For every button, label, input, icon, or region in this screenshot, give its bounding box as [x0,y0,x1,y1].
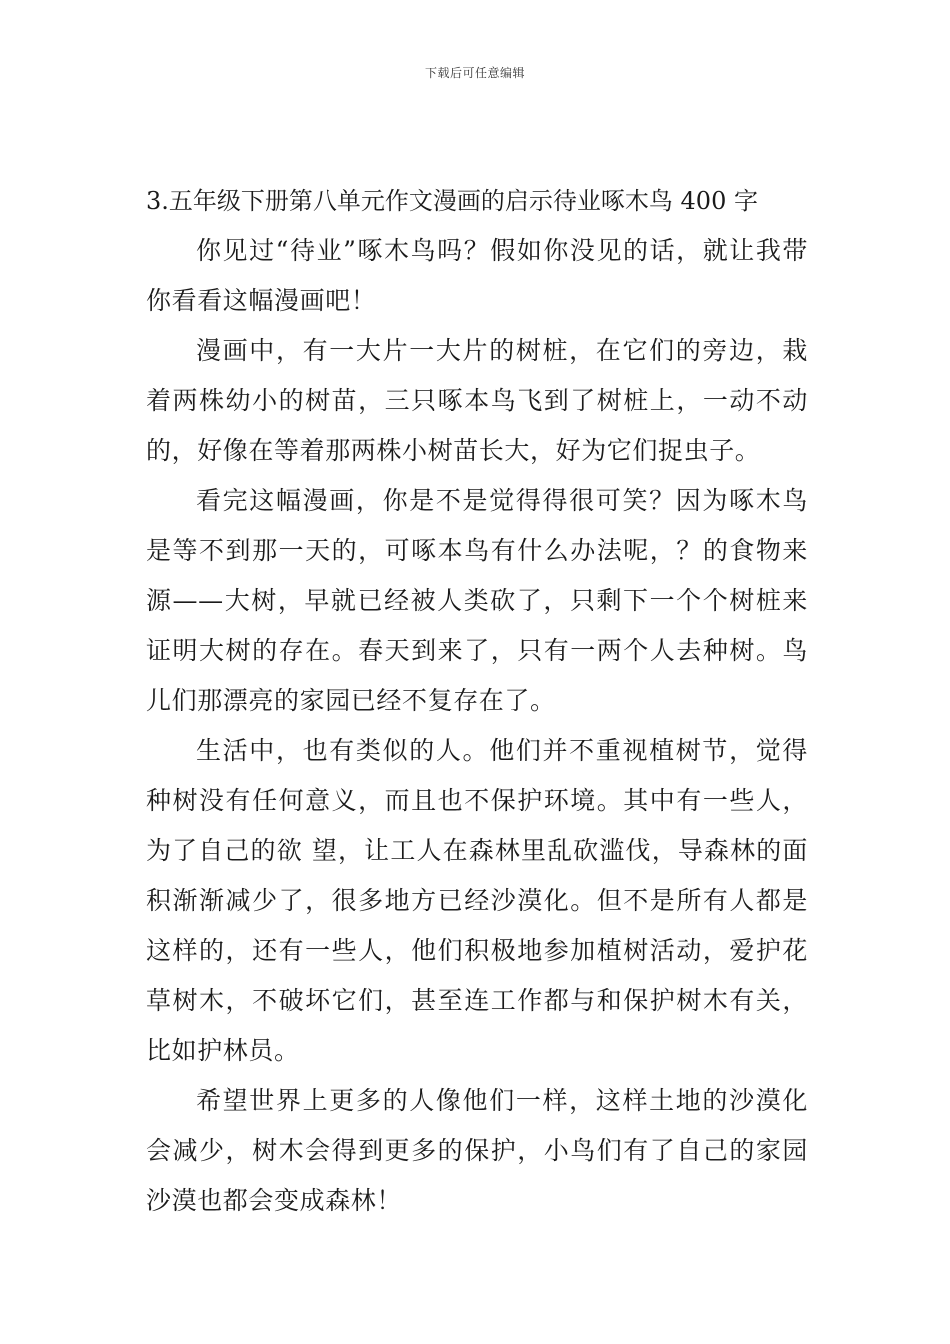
paragraph-2: 漫画中，有一大片一大片的树桩，在它们的旁边，栽着两株幼小的树苗，三只啄本鸟飞到了树桩上，一动不动的，好像在等着那两株小树苗长大，好为它们捉虫子。 [146,336,808,465]
article-title: 3.五年级下册第八单元作文漫画的启示待业啄木鸟 400 字 [146,187,758,215]
paragraph-1: 你见过“待业”啄木鸟吗？假如你没见的话，就让我带你看看这幅漫画吧！ [146,236,808,315]
paragraph-4: 生活中，也有类似的人。他们并不重视植树节，觉得种树没有任何意义，而且也不保护环境。其中有一些人，为了自己的欲 望，让工人在森林里乱砍滥伐，导森林的面积渐渐减少了，很多地方已经沙漠化。但不是所有人都是这样的，还有一些人，他们积极地参加植树活动，爱护花草树木，不破坏它们，甚至连工作都与和保护树木有关，比如护林员。 [146,736,808,1065]
article-body [146,176,808,1226]
header-note: 下载后可任意编辑 [424,66,525,80]
paragraph-3: 看完这幅漫画，你是不是觉得得很可笑？因为啄木鸟是等不到那一天的，可啄本鸟有什么办法呢，？的食物来源——大树，早就已经被人类砍了，只剩下一个个树桩来证明大树的存在。春天到来了，只有一两个人去种树。鸟儿们那漂亮的家园已经不复存在了。 [146,486,808,715]
paragraph-5: 希望世界上更多的人像他们一样，这样土地的沙漠化会减少，树木会得到更多的保护，小鸟们有了自己的家园沙漠也都会变成森林！ [146,1086,808,1215]
